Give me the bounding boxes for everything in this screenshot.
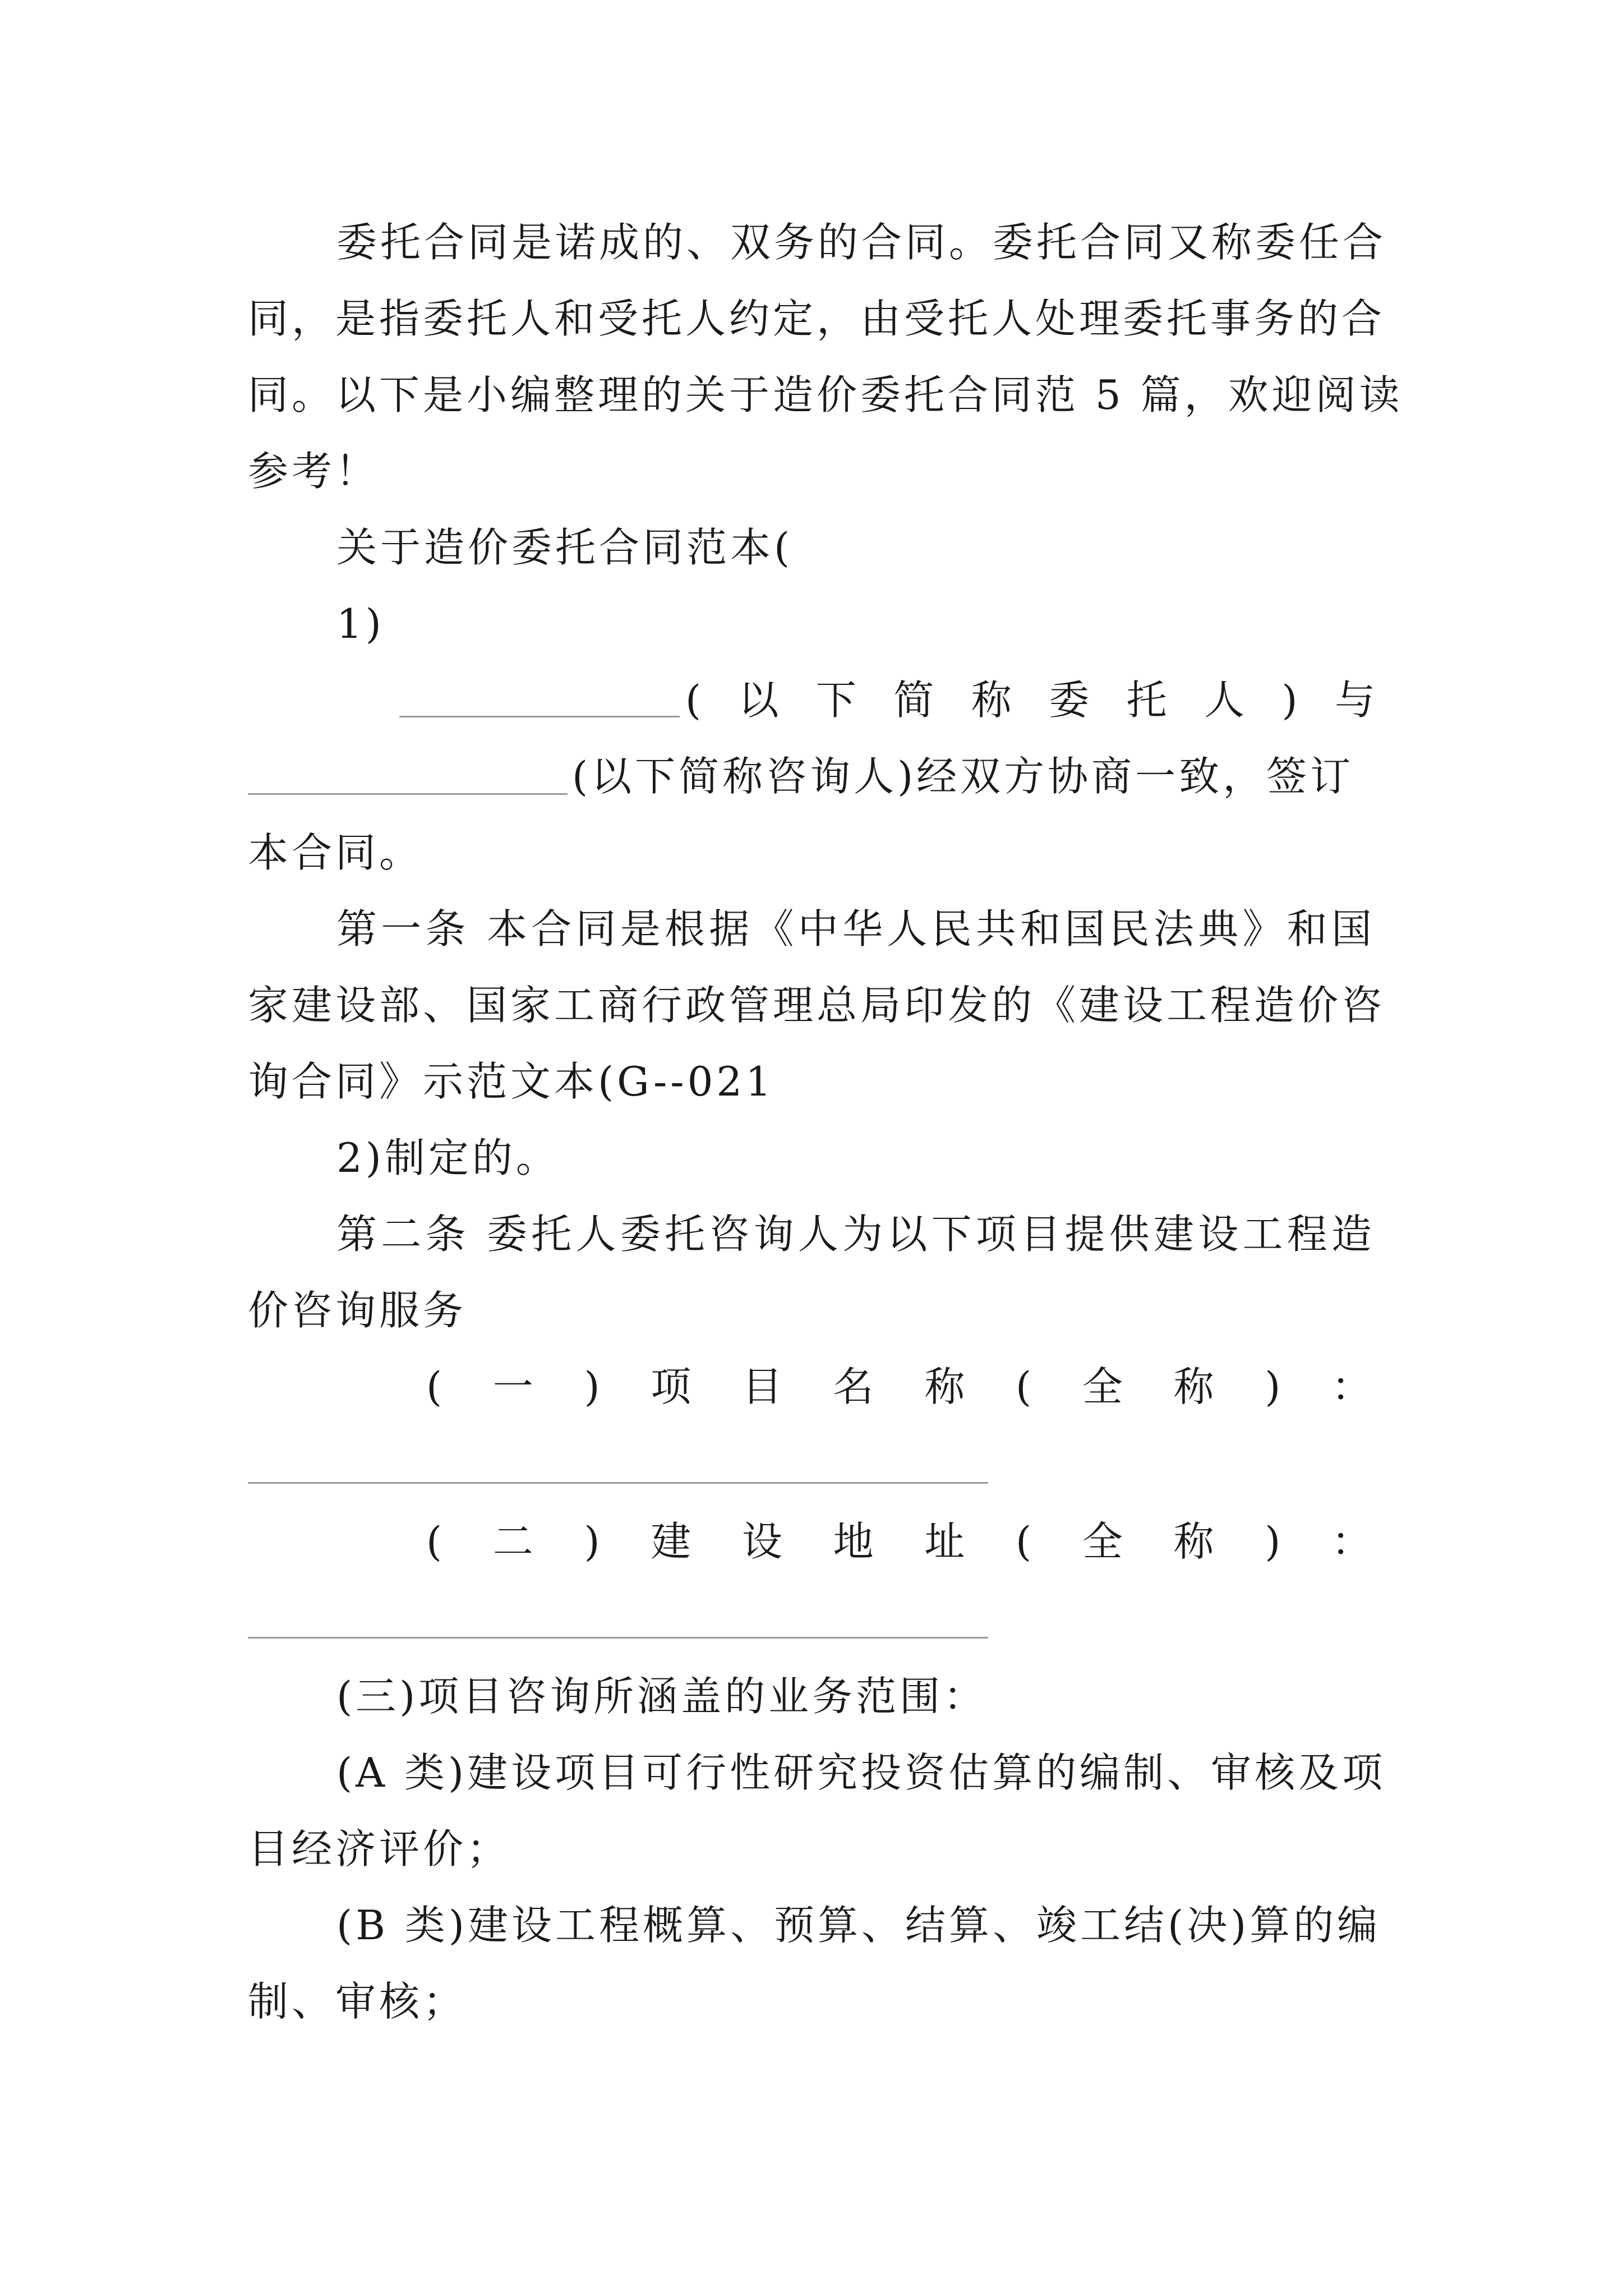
article1-line-2: 家建设部、国家工商行政管理总局印发的《建设工程造价咨 [248,982,1386,1029]
intro-line-2: 同，是指委托人和受托人约定，由受托人处理委托事务的合 [248,295,1386,342]
consultant-name-blank [248,793,568,795]
intro-line-3: 同。以下是小编整理的关于造价委托合同范 5 篇，欢迎阅读 [248,371,1403,418]
party-line-1: (以下简称委托人)与 [685,677,1375,724]
article1-line-1: 第一条 本合同是根据《中华人民共和国民法典》和国 [336,905,1375,953]
article1-line-3: 询合同》示范文本(G--021 [248,1058,775,1105]
item-project-name: (一)项目名称(全称)： [426,1363,1375,1410]
scope-a-line-1: (A 类)建设项目可行性研究投资估算的编制、审核及项 [336,1749,1386,1796]
item-scope: (三)项目咨询所涵盖的业务范围： [336,1673,988,1720]
address-blank [248,1637,988,1639]
scope-b-line-1: (B 类)建设工程概算、预算、结算、竣工结(决)算的编 [336,1902,1381,1949]
scope-a-line-2: 目经济评价； [248,1825,511,1872]
article1-line-4: 2)制定的。 [336,1134,560,1181]
contract-title-number: 1) [336,600,385,647]
contract-title: 关于造价委托合同范本( [336,524,794,571]
article2-line-1: 第二条 委托人委托咨询人为以下项目提供建设工程造 [336,1211,1375,1258]
intro-line-1: 委托合同是诺成的、双务的合同。委托合同又称委任合 [336,219,1387,266]
scope-b-line-2: 制、审核； [248,1978,467,2025]
client-name-blank [399,716,680,717]
intro-line-4: 参考！ [248,448,380,495]
item-address: (二)建设地址(全称)： [426,1518,1375,1565]
party-line-3: 本合同。 [248,829,423,876]
article2-line-2: 价咨询服务 [248,1287,467,1334]
party-line-2: (以下简称咨询人)经双方协商一致，签订 [572,753,1354,800]
project-name-blank [248,1482,988,1484]
